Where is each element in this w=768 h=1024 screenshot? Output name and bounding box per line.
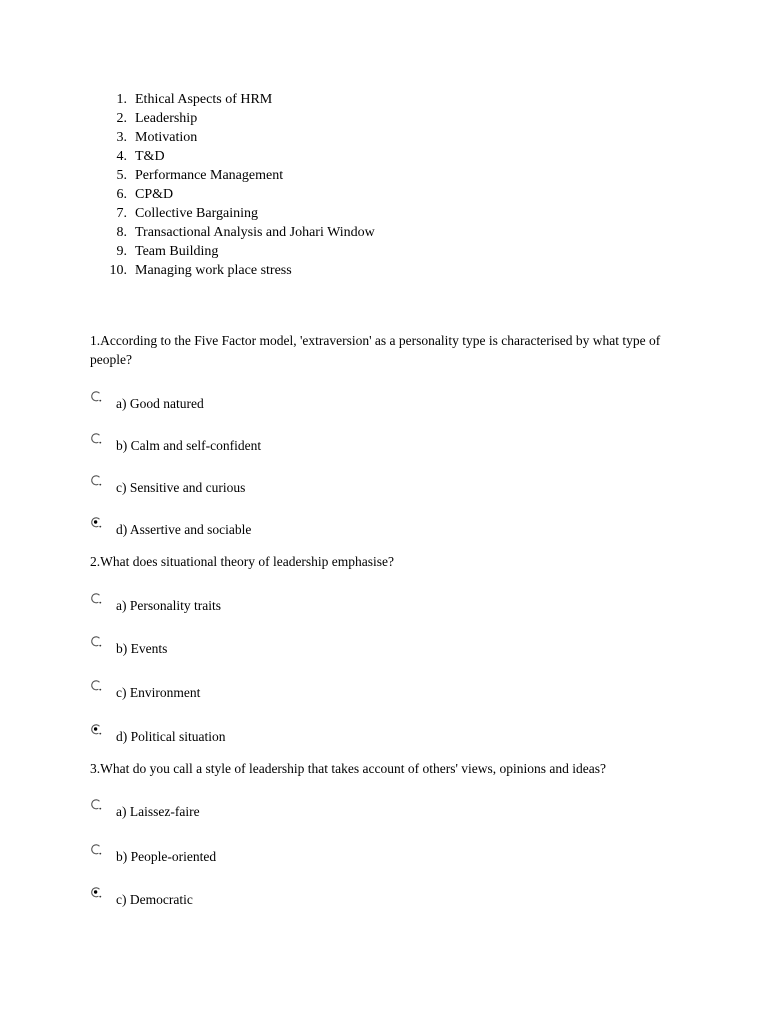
topic-label: Team Building bbox=[135, 244, 219, 259]
topic-item bbox=[105, 263, 375, 282]
topic-number: 4. bbox=[116, 149, 127, 164]
question-3-text: 3.What do you call a style of leadership that takes account of others' views, opinions and ideas? bbox=[90, 761, 607, 776]
radio-button-icon[interactable] bbox=[90, 390, 101, 401]
radio-button-icon[interactable] bbox=[90, 886, 101, 897]
option-label: d) Assertive and sociable bbox=[116, 522, 252, 537]
radio-button-icon[interactable] bbox=[90, 516, 101, 527]
option-label: a) Good natured bbox=[116, 396, 204, 411]
topic-item bbox=[105, 206, 375, 225]
topic-number: 3. bbox=[116, 130, 127, 145]
topic-item bbox=[105, 244, 375, 263]
topic-item bbox=[105, 92, 375, 111]
topic-number: 5. bbox=[116, 168, 127, 183]
question-2-option-d[interactable] bbox=[90, 723, 490, 753]
topic-label: Collective Bargaining bbox=[135, 206, 258, 221]
topic-label: T&D bbox=[135, 149, 165, 164]
question-2-option-b[interactable] bbox=[90, 635, 490, 665]
option-label: a) Laissez-faire bbox=[116, 804, 200, 819]
radio-button-icon[interactable] bbox=[90, 592, 101, 603]
radio-button-icon[interactable] bbox=[90, 843, 101, 854]
topic-label: Ethical Aspects of HRM bbox=[135, 92, 273, 107]
question-2-text: 2.What does situational theory of leadership emphasise? bbox=[90, 554, 395, 569]
option-label: a) Personality traits bbox=[116, 598, 221, 613]
option-label: b) Calm and self-confident bbox=[116, 438, 262, 453]
topic-number: 7. bbox=[116, 206, 127, 221]
topic-number: 1. bbox=[116, 92, 127, 107]
topic-label: Motivation bbox=[135, 130, 198, 145]
radio-button-icon[interactable] bbox=[90, 474, 101, 485]
topic-number: 8. bbox=[116, 225, 127, 240]
radio-button-icon[interactable] bbox=[90, 635, 101, 646]
topic-number: 6. bbox=[116, 187, 127, 202]
question-1-option-c[interactable] bbox=[90, 474, 490, 504]
question-1-text: 1.According to the Five Factor model, 'extraversion' as a personality type is characterised by what type of people? bbox=[90, 333, 661, 367]
option-label: b) People-oriented bbox=[116, 849, 217, 864]
question-1-option-a[interactable] bbox=[90, 390, 490, 420]
radio-button-icon[interactable] bbox=[90, 432, 101, 443]
option-label: c) Democratic bbox=[116, 892, 193, 907]
topic-label: Leadership bbox=[135, 111, 198, 126]
topic-list bbox=[105, 92, 375, 282]
topic-number: 9. bbox=[116, 244, 127, 259]
question-2-option-a[interactable] bbox=[90, 592, 490, 622]
topic-item bbox=[105, 130, 375, 149]
option-label: c) Sensitive and curious bbox=[116, 480, 246, 495]
topic-item bbox=[105, 225, 375, 244]
question-2-option-c[interactable] bbox=[90, 679, 490, 709]
option-label: d) Political situation bbox=[116, 729, 226, 744]
topic-item bbox=[105, 111, 375, 130]
topic-number: 2. bbox=[116, 111, 127, 126]
question-3-option-b[interactable] bbox=[90, 843, 490, 873]
radio-button-icon[interactable] bbox=[90, 679, 101, 690]
radio-button-icon[interactable] bbox=[90, 798, 101, 809]
topic-item bbox=[105, 149, 375, 168]
topic-item bbox=[105, 187, 375, 206]
topic-label: Transactional Analysis and Johari Window bbox=[135, 225, 375, 240]
topic-label: CP&D bbox=[135, 187, 174, 202]
option-label: c) Environment bbox=[116, 685, 201, 700]
question-3-option-c[interactable] bbox=[90, 886, 490, 916]
radio-button-icon[interactable] bbox=[90, 723, 101, 734]
topic-number: 10. bbox=[109, 263, 127, 278]
option-label: b) Events bbox=[116, 641, 168, 656]
topic-label: Performance Management bbox=[135, 168, 284, 183]
question-3-option-a[interactable] bbox=[90, 798, 490, 828]
question-1-option-d[interactable] bbox=[90, 516, 490, 546]
question-1-option-b[interactable] bbox=[90, 432, 490, 462]
topic-item bbox=[105, 168, 375, 187]
topic-label: Managing work place stress bbox=[135, 263, 292, 278]
